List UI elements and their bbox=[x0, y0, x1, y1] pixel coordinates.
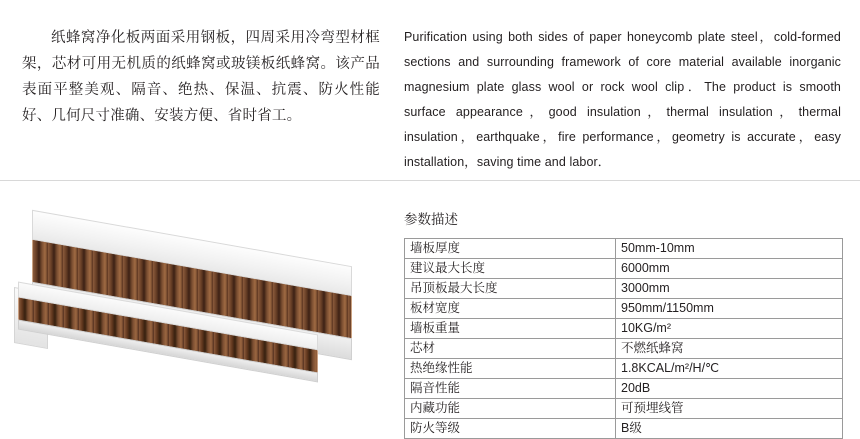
table-row bbox=[405, 359, 843, 379]
intro-section bbox=[0, 0, 860, 178]
table-row bbox=[405, 399, 843, 419]
spec-key: 防火等级 bbox=[405, 419, 616, 439]
product-photo bbox=[0, 190, 390, 437]
spec-key: 墙板厚度 bbox=[405, 239, 616, 259]
spec-key: 隔音性能 bbox=[405, 379, 616, 399]
table-row bbox=[405, 319, 843, 339]
english-description: Purification using both sides of paper honeycomb plate steel，cold-formed sections and surrounding framework of core material available inorganic magnesium plate glass wool or rock wool clip．The product is smooth surface appearance，good insulation，thermal insulation，thermal insulation，earthquake，fire performance，geometry is accurate，easy installation，saving time and labor． bbox=[404, 29, 841, 169]
spec-key: 吊顶板最大长度 bbox=[405, 279, 616, 299]
spec-value: 不燃纸蜂窝 bbox=[616, 339, 843, 359]
spec-value: 950mm/1150mm bbox=[616, 299, 843, 319]
spec-table-body bbox=[405, 239, 843, 439]
spec-value: 6000mm bbox=[616, 259, 843, 279]
table-row bbox=[405, 259, 843, 279]
spec-value: B级 bbox=[616, 419, 843, 439]
spec-value: 1.8KCAL/m²/H/℃ bbox=[616, 359, 843, 379]
spec-key: 墙板重量 bbox=[405, 319, 616, 339]
table-row bbox=[405, 379, 843, 399]
spec-key: 板材宽度 bbox=[405, 299, 616, 319]
chinese-description: 纸蜂窝净化板两面采用钢板，四周采用冷弯型材框架，芯材可用无机质的纸蜂窝或玻镁板纸蜂窝。该产品表面平整美观、隔音、绝热、保温、抗震、防火性能好、几何尺寸准确、安装方便、省时省工。 bbox=[22, 29, 380, 124]
spec-table-title: 参数描述 bbox=[404, 212, 458, 227]
spec-key: 建议最大长度 bbox=[405, 259, 616, 279]
table-row bbox=[405, 239, 843, 259]
spec-value: 10KG/m² bbox=[616, 319, 843, 339]
table-row bbox=[405, 279, 843, 299]
specification-section bbox=[404, 210, 822, 439]
spec-key: 热绝缘性能 bbox=[405, 359, 616, 379]
table-row bbox=[405, 299, 843, 319]
spec-table bbox=[404, 238, 843, 439]
product-photo-stage bbox=[0, 190, 390, 437]
table-row bbox=[405, 339, 843, 359]
spec-key: 内藏功能 bbox=[405, 399, 616, 419]
spec-key: 芯材 bbox=[405, 339, 616, 359]
spec-value: 50mm-10mm bbox=[616, 239, 843, 259]
spec-value: 可预埋线管 bbox=[616, 399, 843, 419]
table-row bbox=[405, 419, 843, 439]
spec-value: 3000mm bbox=[616, 279, 843, 299]
spec-value: 20dB bbox=[616, 379, 843, 399]
section-divider bbox=[0, 180, 860, 181]
